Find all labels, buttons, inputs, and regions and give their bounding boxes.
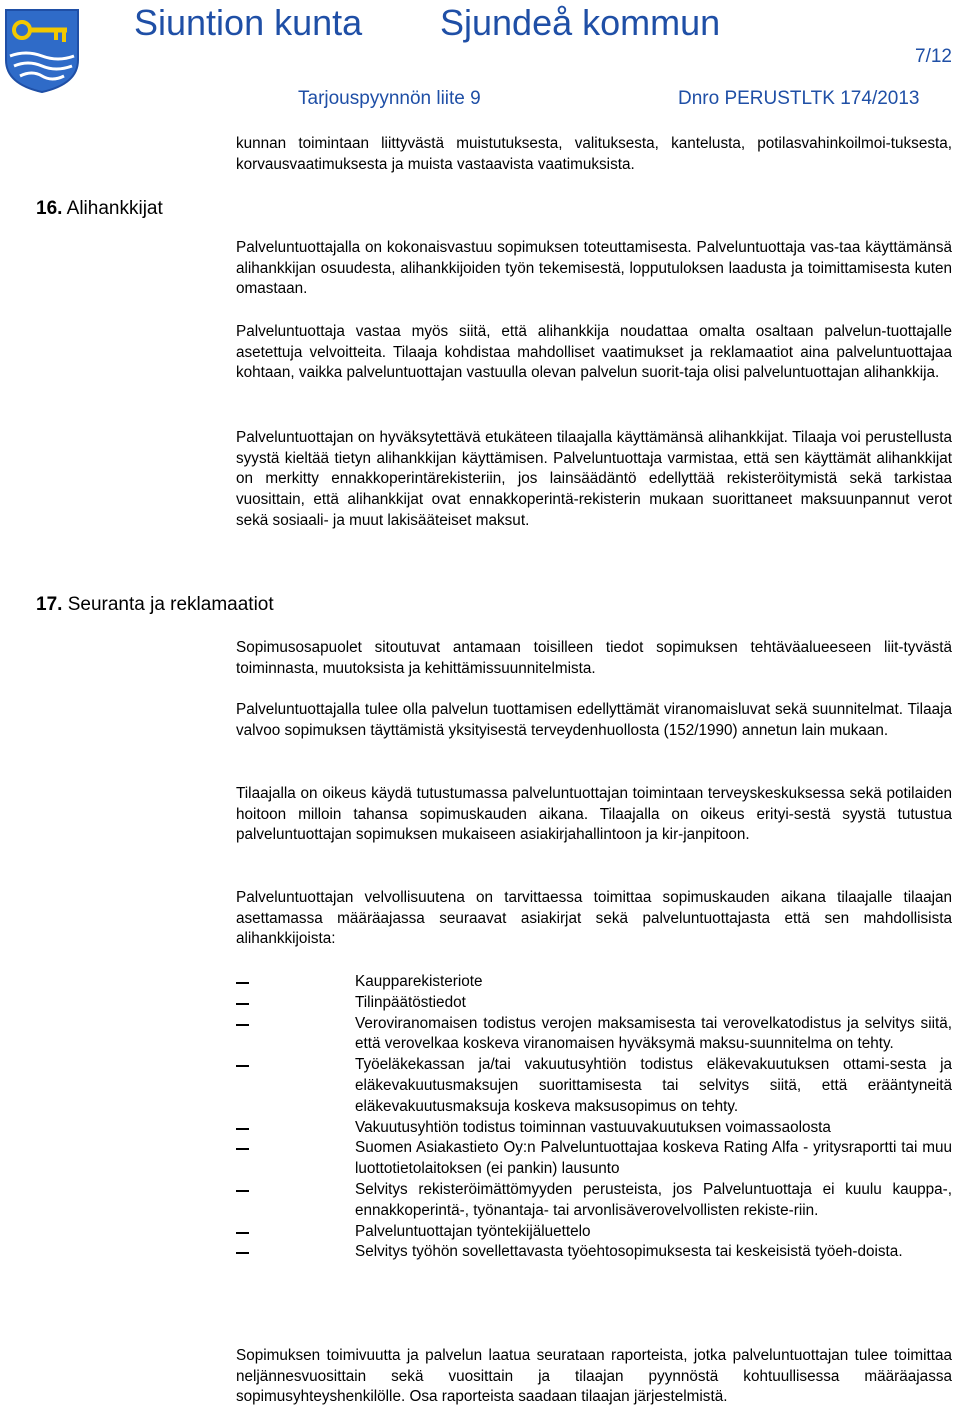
- section-title: Seuranta ja reklamaatiot: [67, 594, 274, 615]
- list-item-text: Selvitys rekisteröimättömyyden perusteista, jos Palveluntuottaja ei kuulu kauppa-, ennakkoperintä-, työnantaja- tai arvonlisäverovelvollisten rekiste-riin.: [355, 1180, 952, 1219]
- section-title: Alihankkijat: [66, 198, 163, 219]
- section-17-paragraph: Palveluntuottajan velvollisuutena on tarvittaessa toimittaa sopimuskauden aikana tilaajalle tilaajan asettamassa määräajassa seuraavat asiakirjat sekä palveluntuottajasta että sen mahdollisista alihankkijoista:: [236, 889, 952, 948]
- closing-paragraph: Sopimuksen toimivuutta ja palvelun laatua seurataan raporteista, jotka palveluntuottajan tulee toimittaa neljännesvuosittain sekä vuosittain ja tilaajan pyynnöstä kohtuullisessa määräajassa sopimusyhteyshenkilölle. Osa raporteista saadaan tilaajan järjestelmistä.: [236, 1347, 952, 1406]
- list-item: [236, 1242, 952, 1263]
- section-17-heading: [36, 594, 274, 616]
- list-item: [236, 1055, 952, 1117]
- list-item-text: Tilinpäätöstiedot: [355, 993, 466, 1011]
- list-item: [236, 1180, 952, 1222]
- list-item: [236, 1222, 952, 1243]
- coat-of-arms-key-icon: [2, 6, 82, 94]
- page-number: 7/12: [915, 46, 952, 67]
- list-item: [236, 993, 952, 1014]
- document-title: Tarjouspyynnön liite 9: [298, 88, 481, 109]
- organization-name-finnish: Siuntion kunta: [134, 2, 363, 43]
- section-17-paragraph: Palveluntuottajalla tulee olla palvelun tuottamisen edellyttämät viranomaisluvat sekä suunnitelmat. Tilaaja valvoo sopimuksen täyttämistä yksityisestä terveydenhuollosta (152/1990) annetun lain mukaan.: [236, 701, 952, 739]
- list-item-text: Vakuutusyhtiön todistus toiminnan vastuuvakuutuksen voimassaolosta: [355, 1118, 831, 1136]
- organization-name-swedish: Sjundeå kommun: [440, 2, 721, 43]
- dash-bullet-icon: [236, 1065, 249, 1067]
- document-reference-number: Dnro PERUSTLTK 174/2013: [678, 88, 920, 109]
- list-item-text: Suomen Asiakastieto Oy:n Palveluntuottajaa koskeva Rating Alfa - yritysraportti tai muu luottotietolaitoksen (ei pankin) lausunto: [355, 1139, 952, 1178]
- list-item-text: Selvitys työhön sovellettavasta työehtosopimuksesta tai keskeisistä työeh-doista.: [355, 1243, 903, 1261]
- dash-bullet-icon: [236, 1148, 249, 1150]
- list-item: [236, 1138, 952, 1180]
- dash-bullet-icon: [236, 1024, 249, 1026]
- intro-paragraph: kunnan toimintaan liittyvästä muistutuksesta, valituksesta, kantelusta, potilasvahinkoilmoi-tuksesta, korvausvaatimuksesta ja muista vastaavista vaatimuksista.: [236, 135, 952, 173]
- list-item-text: Työeläkekassan ja/tai vakuutusyhtiön todistus eläkevakuutuksen ottami-sesta ja eläkevakuutusmaksujen suorittamisesta tai selvitys siitä, että erääntyneitä eläkevakuutusmaksuja koskeva maksusopimus on tehty.: [355, 1056, 952, 1115]
- dash-bullet-icon: [236, 982, 249, 984]
- dash-bullet-icon: [236, 1003, 249, 1005]
- list-item-text: Veroviranomaisen todistus verojen maksamisesta tai verovelkatodistus ja selvitys siitä, että verovelkaa koskeva viranomaisen hyväksymä maksu-suunnitelma on tehty.: [355, 1014, 952, 1053]
- section-16-paragraph: Palveluntuottaja vastaa myös siitä, että alihankkija noudattaa omalta osaltaan palvelun-tuottajalle asetettuja velvoitteita. Tilaaja kohdistaa mahdolliset vaatimukset ja reklamaatiot aina palveluntuottajaa kohtaan, vaikka palveluntuottajan vastuulla olevan palvelun suorit-taja olisi palveluntuottajan alihankkija.: [236, 323, 952, 382]
- section-number: 17.: [36, 594, 63, 615]
- list-item-text: Kaupparekisteriote: [355, 973, 483, 990]
- required-documents-list: [236, 972, 952, 1263]
- list-item-text: Palveluntuottajan työntekijäluettelo: [355, 1222, 591, 1240]
- section-16-paragraph: Palveluntuottajan on hyväksytettävä etukäteen tilaajalla käyttämänsä alihankkijat. Tilaaja voi perustellusta syystä kieltää tietyn alihankkijan käyttämisen. Palveluntuottaja varmistaa, että sen käyttämät alihankkijat on merkitty ennakkoperintärekisteriin, jos lainsäädäntö edellyttää rekisteröitymistä sekä tarkistaa vuosittain, että alihankkijat ovat ennakkoperintä-rekisterin mukaan suorittaneet maksuunpannut verot sekä sosiaali- ja muut lakisääteiset maksut.: [236, 429, 952, 529]
- dash-bullet-icon: [236, 1232, 249, 1234]
- section-17-paragraph: Sopimusosapuolet sitoutuvat antamaan toisilleen tiedot sopimuksen tehtäväalueeseen liit-tyvästä toiminnasta, muutoksista ja kehittämissuunnitelmista.: [236, 639, 952, 677]
- section-17-paragraph: Tilaajalla on oikeus käydä tutustumassa palveluntuottajan toimintaan terveyskeskuksessa sekä potilaiden hoitoon milloin tahansa sopimuskauden aikana. Tilaajalla on oikeus erityi-sestä syystä tutustua palveluntuottajan sopimuksen mukaiseen asiakirjahallintoon ja kir-janpitoon.: [236, 785, 952, 844]
- dash-bullet-icon: [236, 1252, 249, 1254]
- list-item: [236, 1118, 952, 1139]
- dash-bullet-icon: [236, 1190, 249, 1192]
- section-16-paragraph: Palveluntuottajalla on kokonaisvastuu sopimuksen toteuttamisesta. Palveluntuottaja vas-taa käyttämänsä alihankkijan osuudesta, alihankkijoiden työn tekemisestä, lopputuloksen laadusta ja toimittamisesta kuten omastaan.: [236, 239, 952, 298]
- dash-bullet-icon: [236, 1128, 249, 1130]
- list-item: [236, 1014, 952, 1056]
- list-item: [236, 972, 952, 993]
- section-16-heading: [36, 198, 163, 220]
- section-number: 16.: [36, 198, 63, 219]
